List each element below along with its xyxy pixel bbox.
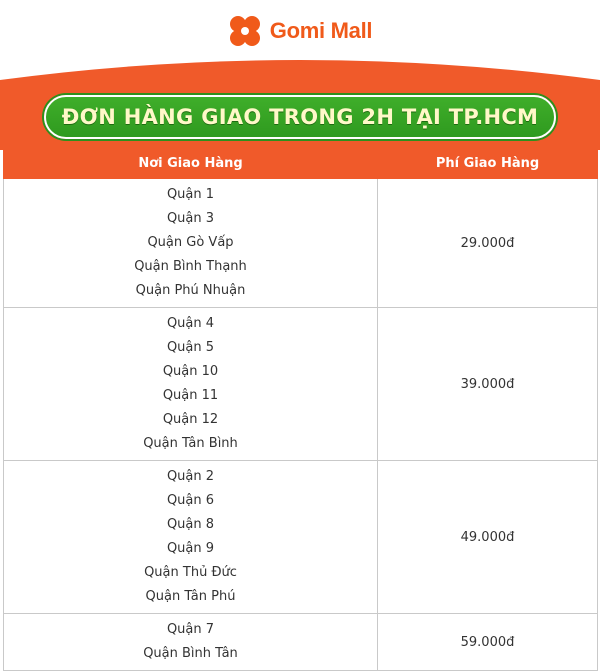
district-name: Quận 3 — [166, 211, 215, 226]
gomi-logo-icon — [228, 14, 262, 48]
district-name: Quận 2 — [166, 469, 215, 484]
table-header-row — [4, 148, 598, 179]
district-name: Quận 6 — [166, 493, 215, 508]
district-name: Quận 12 — [162, 412, 219, 427]
location-header: Nơi Giao Hàng — [4, 148, 378, 179]
district-name: Quận 9 — [166, 541, 215, 556]
fee-cell: 49.000đ — [378, 461, 598, 614]
banner-title: ĐƠN HÀNG GIAO TRONG 2H TẠI TP.HCM — [61, 105, 539, 129]
shipping-fee-table — [3, 147, 598, 671]
table-row — [4, 179, 598, 308]
delivery-banner — [44, 95, 556, 139]
district-name: Quận Thủ Đức — [144, 565, 237, 580]
table-row — [4, 614, 598, 671]
district-name: Quận Tân Phú — [145, 589, 236, 604]
district-cell — [4, 614, 378, 671]
district-name: Quận 11 — [162, 388, 219, 403]
district-name: Quận 10 — [162, 364, 219, 379]
district-name: Quận 7 — [166, 622, 215, 637]
fee-cell: 29.000đ — [378, 179, 598, 308]
district-name: Quận Gò Vấp — [147, 235, 234, 250]
table-row — [4, 308, 598, 461]
district-name: Quận Bình Tân — [143, 646, 238, 661]
table-row — [4, 461, 598, 614]
fee-cell: 59.000đ — [378, 614, 598, 671]
district-name: Quận 8 — [166, 517, 215, 532]
district-name: Quận 5 — [166, 340, 215, 355]
fee-cell: 39.000đ — [378, 308, 598, 461]
district-name: Quận Phú Nhuận — [135, 283, 246, 298]
district-name: Quận 1 — [166, 187, 215, 202]
district-name: Quận 4 — [166, 316, 215, 331]
fee-header: Phí Giao Hàng — [378, 148, 598, 179]
district-name: Quận Tân Bình — [143, 436, 238, 451]
district-cell — [4, 179, 378, 308]
district-cell — [4, 461, 378, 614]
brand-logo[interactable] — [0, 14, 600, 48]
district-cell — [4, 308, 378, 461]
district-name: Quận Bình Thạnh — [134, 259, 247, 274]
brand-name: Gomi Mall — [269, 18, 373, 43]
